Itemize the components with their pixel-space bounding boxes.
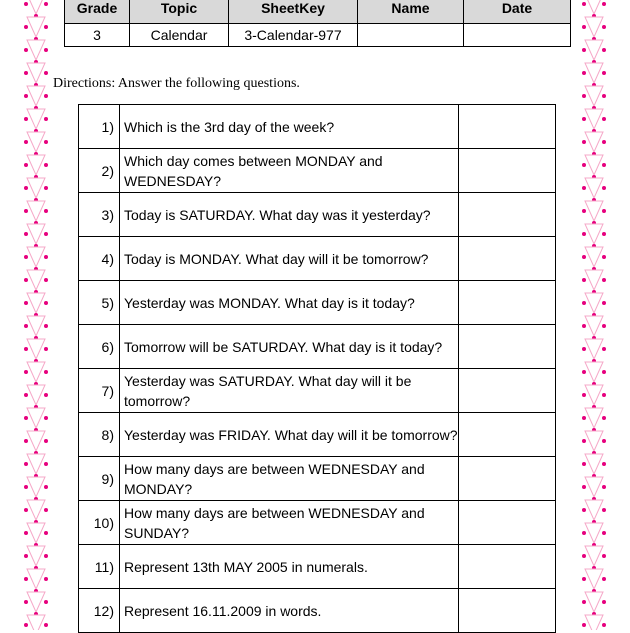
answer-cell[interactable] (459, 589, 556, 633)
header-date: Date (464, 0, 571, 24)
question-text: Tomorrow will be SATURDAY. What day is it today? (120, 325, 459, 369)
answer-cell[interactable] (459, 413, 556, 457)
answer-cell[interactable] (459, 369, 556, 413)
header-grade: Grade (65, 0, 130, 24)
question-row (79, 105, 556, 149)
decorative-border-left (24, 0, 48, 630)
question-text: Yesterday was FRIDAY. What day will it be tomorrow? (120, 413, 459, 457)
header-name: Name (358, 0, 464, 24)
question-row (79, 281, 556, 325)
question-text: How many days are between WEDNESDAY and MONDAY? (120, 457, 459, 501)
question-text: Which is the 3rd day of the week? (120, 105, 459, 149)
question-row (79, 413, 556, 457)
header-row (65, 0, 571, 24)
question-number: 4) (79, 237, 120, 281)
question-number: 3) (79, 193, 120, 237)
questions-table (78, 104, 556, 633)
worksheet-header-table (64, 0, 571, 47)
question-number: 11) (79, 545, 120, 589)
question-row (79, 149, 556, 193)
header-topic: Topic (130, 0, 229, 24)
question-text: Yesterday was SATURDAY. What day will it be tomorrow? (120, 369, 459, 413)
date-field[interactable] (464, 24, 571, 47)
question-row (79, 325, 556, 369)
question-text: How many days are between WEDNESDAY and SUNDAY? (120, 501, 459, 545)
border-pattern-icon (582, 0, 606, 630)
question-number: 5) (79, 281, 120, 325)
question-number: 7) (79, 369, 120, 413)
directions-text: Directions: Answer the following questions. (53, 76, 300, 91)
border-pattern-icon (24, 0, 48, 630)
question-text: Today is SATURDAY. What day was it yesterday? (120, 193, 459, 237)
answer-cell[interactable] (459, 545, 556, 589)
question-text: Yesterday was MONDAY. What day is it today? (120, 281, 459, 325)
question-text: Today is MONDAY. What day will it be tomorrow? (120, 237, 459, 281)
name-field[interactable] (358, 24, 464, 47)
answer-cell[interactable] (459, 193, 556, 237)
answer-cell[interactable] (459, 149, 556, 193)
question-number: 6) (79, 325, 120, 369)
question-row (79, 237, 556, 281)
answer-cell[interactable] (459, 457, 556, 501)
question-row (79, 501, 556, 545)
question-number: 8) (79, 413, 120, 457)
question-row (79, 457, 556, 501)
answer-cell[interactable] (459, 237, 556, 281)
question-row (79, 545, 556, 589)
topic-value: Calendar (130, 24, 229, 47)
question-text: Represent 16.11.2009 in words. (120, 589, 459, 633)
question-number: 12) (79, 589, 120, 633)
header-sheetkey: SheetKey (229, 0, 358, 24)
values-row (65, 24, 571, 47)
answer-cell[interactable] (459, 105, 556, 149)
question-number: 1) (79, 105, 120, 149)
decorative-border-right (582, 0, 606, 630)
answer-cell[interactable] (459, 501, 556, 545)
answer-cell[interactable] (459, 325, 556, 369)
sheetkey-value: 3-Calendar-977 (229, 24, 358, 47)
question-number: 10) (79, 501, 120, 545)
question-text: Which day comes between MONDAY and WEDNESDAY? (120, 149, 459, 193)
answer-cell[interactable] (459, 281, 556, 325)
question-number: 2) (79, 149, 120, 193)
question-text: Represent 13th MAY 2005 in numerals. (120, 545, 459, 589)
question-row (79, 369, 556, 413)
question-number: 9) (79, 457, 120, 501)
grade-value: 3 (65, 24, 130, 47)
question-row (79, 193, 556, 237)
question-row (79, 589, 556, 633)
